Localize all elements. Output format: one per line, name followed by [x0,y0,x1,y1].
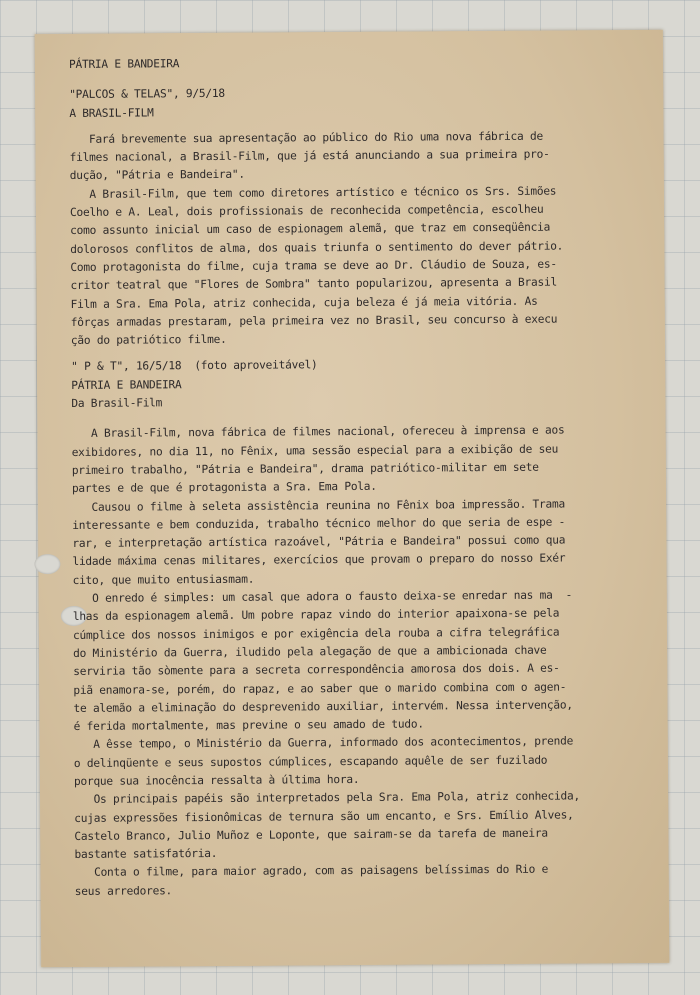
typewritten-page [35,30,669,967]
section1-heading: PÁTRIA E BANDEIRA [68,57,180,71]
section1-body [69,127,661,351]
body-line: interessante e bem conduzida, trabalho técnico melhor do que seria de espe - [72,515,566,532]
document-text [69,52,665,901]
body-line: porque sua inocência ressalta à última hora. [73,772,360,788]
body-line: bastante satisfatória. [74,847,218,862]
section2-source: " P & T", 16/5/18 (foto aproveitável) [71,358,318,374]
body-line: primeiro trabalho, "Pátria e Bandeira", drama patriótico-militar em sete [71,460,539,477]
body-line: cito, que muito entusiasmam. [72,572,255,587]
body-line: cujas expressões fisionômicas de ternura são um encanto, e Srs. Emílio Alves, [74,808,574,825]
body-line: A êsse tempo, o Ministério da Guerra, informado dos acontecimentos, prende [73,734,574,752]
body-line: Os principais papéis são interpretados pela Sra. Ema Pola, atriz conhecida, [74,789,581,807]
body-line: exibidores, no dia 11, no Fênix, uma sessão especial para a exibição de seu [71,442,559,459]
body-line: critor teatral que "Flores de Sombra" tanto popularizou, apresenta a Brasil [70,275,557,293]
body-line: Castelo Branco, Julio Muñoz e Loponte, que sairam-se da tarefa de maneira [74,826,548,843]
body-line: filmes nacional, a Brasil-Film, que já está anunciando a sua primeira pro- [69,147,550,165]
body-line: Film a Sra. Ema Pola, atriz conhecida, cuja beleza é já meia vitória. As [70,294,538,311]
body-line: Coelho e A. Leal, dois profissionais de reconhecida competência, escolheu [69,202,544,220]
section2-heading: PÁTRIA E BANDEIRA [71,377,182,392]
body-line: piã enamora-se, porém, do rapaz, e ao saber que o marido combina com o agen- [73,680,567,697]
section1-subheading: A BRASIL-FILM [69,105,154,120]
body-line: te alemão a eliminação do desprevenido auxiliar, intervém. Nessa intervenção, [73,698,573,715]
body-line: Conta o filme, para maior agrado, com as paisagens belíssimas do Rio e [74,863,549,880]
body-line: A Brasil-Film, que tem como diretores artístico e técnico os Srs. Simões [69,184,557,201]
body-line: lhas da espionagem alemã. Um pobre rapaz vindo do interior apaixona-se pela [72,606,560,624]
body-line: rar, e interpretação artística razoável, "Pátria e Bandeira" possui como qua [72,533,566,551]
body-line: Fará brevemente sua apresentação ao público do Rio uma nova fábrica de [69,129,543,146]
body-line: é ferida mortalmente, mas previne o seu amado de tudo. [73,717,424,734]
body-line: dução, "Pátria e Bandeira". [69,168,245,183]
body-line: dolorosos conflitos de alma, dos quais triunfa o sentimento do dever pátrio. [70,239,564,256]
body-line: partes e de que é protagonista a Sra. Ema Pola. [71,480,377,496]
body-line: O enredo é simples: um casal que adora o fausto deixa-se enredar nas ma - [72,588,573,605]
body-line: o delinqüente e seus supostos cúmplices, escapando aquêle de ser fuzilado [73,753,548,770]
body-line: fôrças armadas prestaram, pela primeira vez no Brasil, seu concurso à execu [70,312,558,329]
body-line: lidade máxima cenas militares, exercícios que provam o preparo do nosso Exér [72,551,566,569]
section2-body [71,421,664,901]
body-line: Causou o filme à seleta assistência reunina no Fênix boa impressão. Trama [72,497,565,514]
section2-subheading: Da Brasil-Film [71,396,163,411]
body-line: serviria tão sòmente para a secreta correspondência amorosa dos dois. A es- [73,661,560,679]
body-line: como assunto inicial um caso de espionagem alemã, que traz em conseqüência [70,220,551,238]
body-line: ção do patriótico filme. [70,333,227,348]
body-line: Como protagonista do filme, cuja trama se deve ao Dr. Cláudio de Souza, es- [70,257,557,274]
section1-source: "PALCOS & TELAS", 9/5/18 [69,87,225,102]
punch-hole-top [34,554,60,574]
body-line: seus arredores. [74,884,173,898]
body-line: cúmplice dos nossos inimigos e por exigência dela rouba a cifra telegráfica [72,625,560,642]
body-line: do Ministério da Guerra, iludido pela alegação de que a ambicionada chave [73,643,547,660]
body-line: A Brasil-Film, nova fábrica de filmes nacional, ofereceu à imprensa e aos [71,423,565,441]
